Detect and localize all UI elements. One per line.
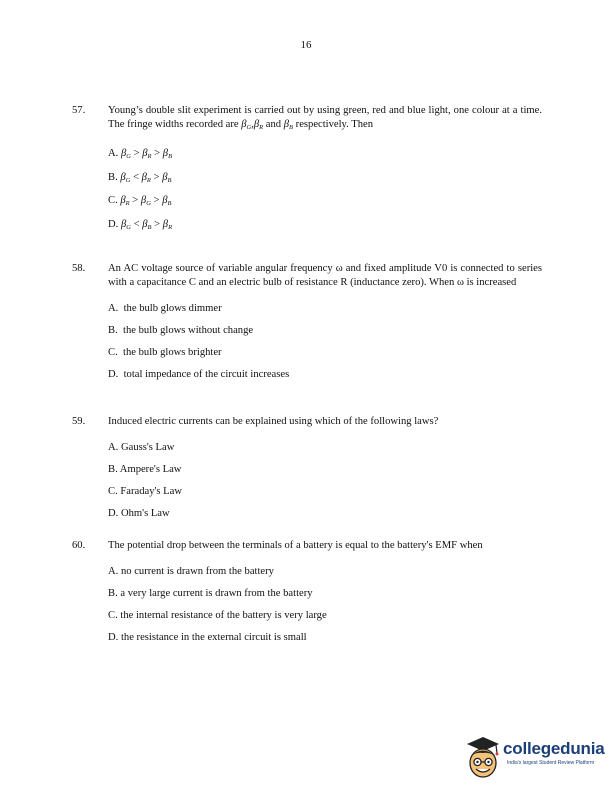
question-number: 58. [72,263,86,274]
graduate-face-icon [463,734,503,780]
question-58 [72,262,542,390]
question-59 [72,415,542,529]
option-b: B. a very large current is drawn from the battery [108,587,313,599]
option-a: A. $\beta_G > \beta_R > \beta_B$ [108,148,173,161]
option-d: D. total impedance of the circuit increases [108,369,290,380]
option-c: C. the bulb glows brighter [108,346,222,358]
logo-tagline: India's largest Student Review Platform [507,760,595,766]
option-c: C. $\beta_R > \beta_G > \beta_B$ [108,195,172,208]
option-b: B. the bulb glows without change [108,324,254,336]
option-d: D. $\beta_G < \beta_B > \beta_R$ [108,218,173,231]
question-57 [72,104,542,241]
page-number: 16 [300,39,312,51]
question-text: An AC voltage source of variable angular frequency ω and fixed amplitude V0 is connected to series with a capacitance C and an electric bulb of resistance R (inductance zero). When ω is increased [108,263,542,288]
option-a: A. Gauss's Law [108,441,175,453]
option-a: A. the bulb glows dimmer [108,302,222,314]
question-text: Induced electric currents can be explained using which of the following laws? [108,416,439,427]
option-b: B. $\beta_G < \beta_R > \beta_B$ [108,171,172,184]
option-a: A. no current is drawn from the battery [108,565,274,577]
logo-wordmark: collegedunia [503,739,605,758]
collegedunia-logo [463,734,603,782]
option-b: B. Ampere's Law [108,463,182,475]
question-number: 59. [72,416,86,427]
option-c: C. the internal resistance of the battery is very large [108,610,327,622]
option-d: D. Ohm's Law [108,508,170,520]
option-d: D. the resistance in the external circuit is small [108,632,307,644]
question-text: Young’s double slit experiment is carried out by using green, red and blue light, one colour at a time. The fringe widths recorded are $\beta_G,\beta_R$ and $\beta_B$ respectively. Then [108,105,542,131]
option-c: C. Faraday's Law [108,486,182,498]
question-60 [72,539,542,653]
question-number: 60. [72,540,86,551]
question-text: The potential drop between the terminals of a battery is equal to the battery's EMF when [108,540,483,551]
question-number: 57. [72,105,86,116]
